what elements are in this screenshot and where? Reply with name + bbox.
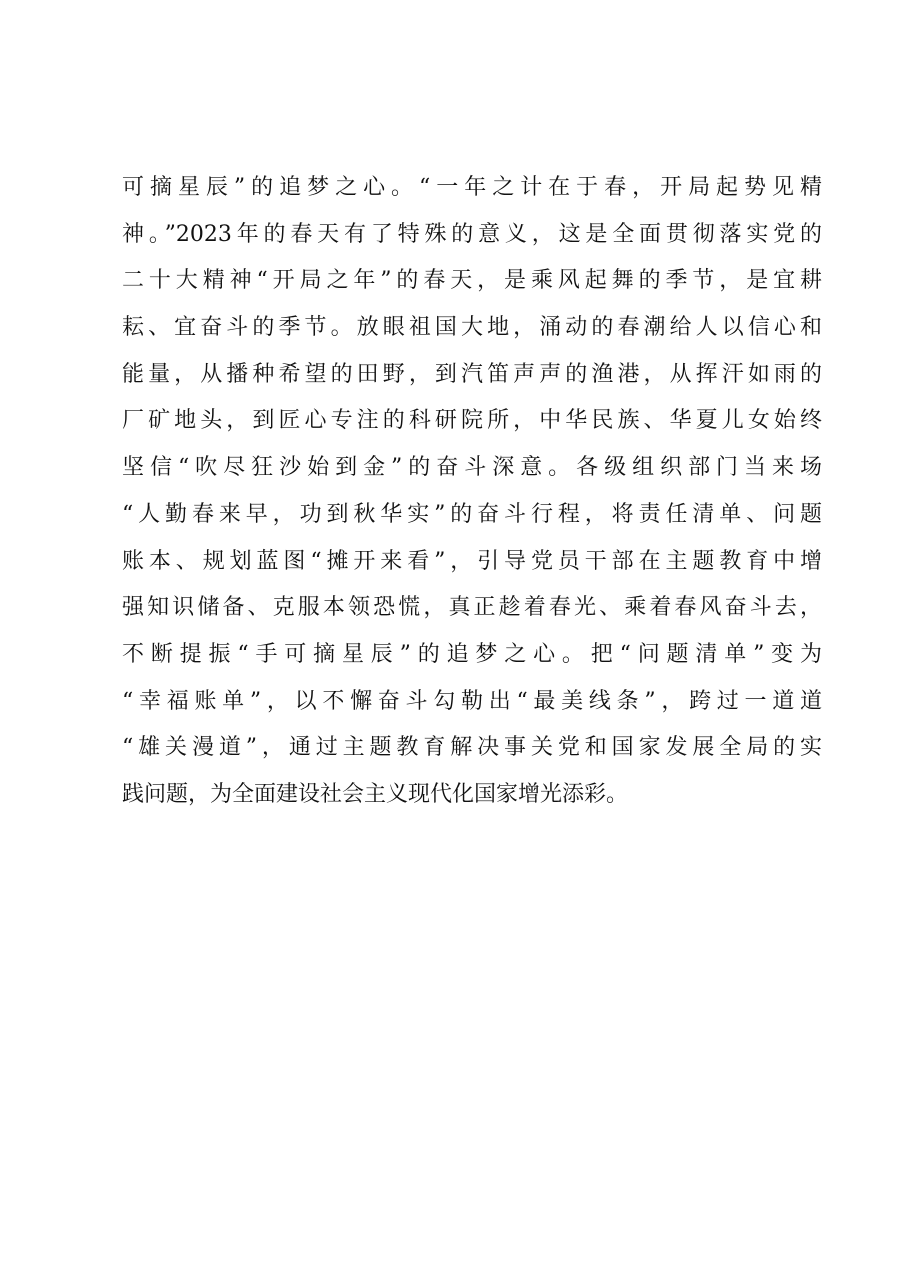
text-line: 强知识储备、克服本领恐慌，真正趁着春光、乘着春风奋斗去， <box>122 595 822 621</box>
text-line: 能量，从播种希望的田野，到汽笛声声的渔港，从挥汗如雨的 <box>122 361 822 387</box>
text-line: 耘、宜奋斗的季节。放眼祖国大地，涌动的春潮给人以信心和 <box>122 315 822 341</box>
text-line: “人勤春来早，功到秋华实”的奋斗行程，将责任清单、问题 <box>122 501 822 527</box>
body-paragraph <box>122 165 822 819</box>
text-line: “雄关漫道”，通过主题教育解决事关党和国家发展全局的实 <box>122 735 822 761</box>
text-line: 可摘星辰”的追梦之心。“一年之计在于春，开局起势见精 <box>122 175 822 200</box>
text-line: 厂矿地头，到匠心专注的科研院所，中华民族、华夏儿女始终 <box>122 408 822 434</box>
text-line: 账本、规划蓝图“摊开来看”，引导党员干部在主题教育中增 <box>122 548 822 574</box>
text-line: 神。”2023年的春天有了特殊的意义，这是全面贯彻落实党的 <box>122 221 822 247</box>
text-line: 不断提振“手可摘星辰”的追梦之心。把“问题清单”变为 <box>122 641 822 667</box>
text-line: 践问题，为全面建设社会主义现代化国家增光添彩。 <box>122 781 629 807</box>
text-line: 二十大精神“开局之年”的春天，是乘风起舞的季节，是宜耕 <box>122 268 822 294</box>
text-line: “幸福账单”，以不懈奋斗勾勒出“最美线条”，跨过一道道 <box>122 688 822 714</box>
text-line: 坚信“吹尽狂沙始到金”的奋斗深意。各级组织部门当来场 <box>122 455 822 481</box>
